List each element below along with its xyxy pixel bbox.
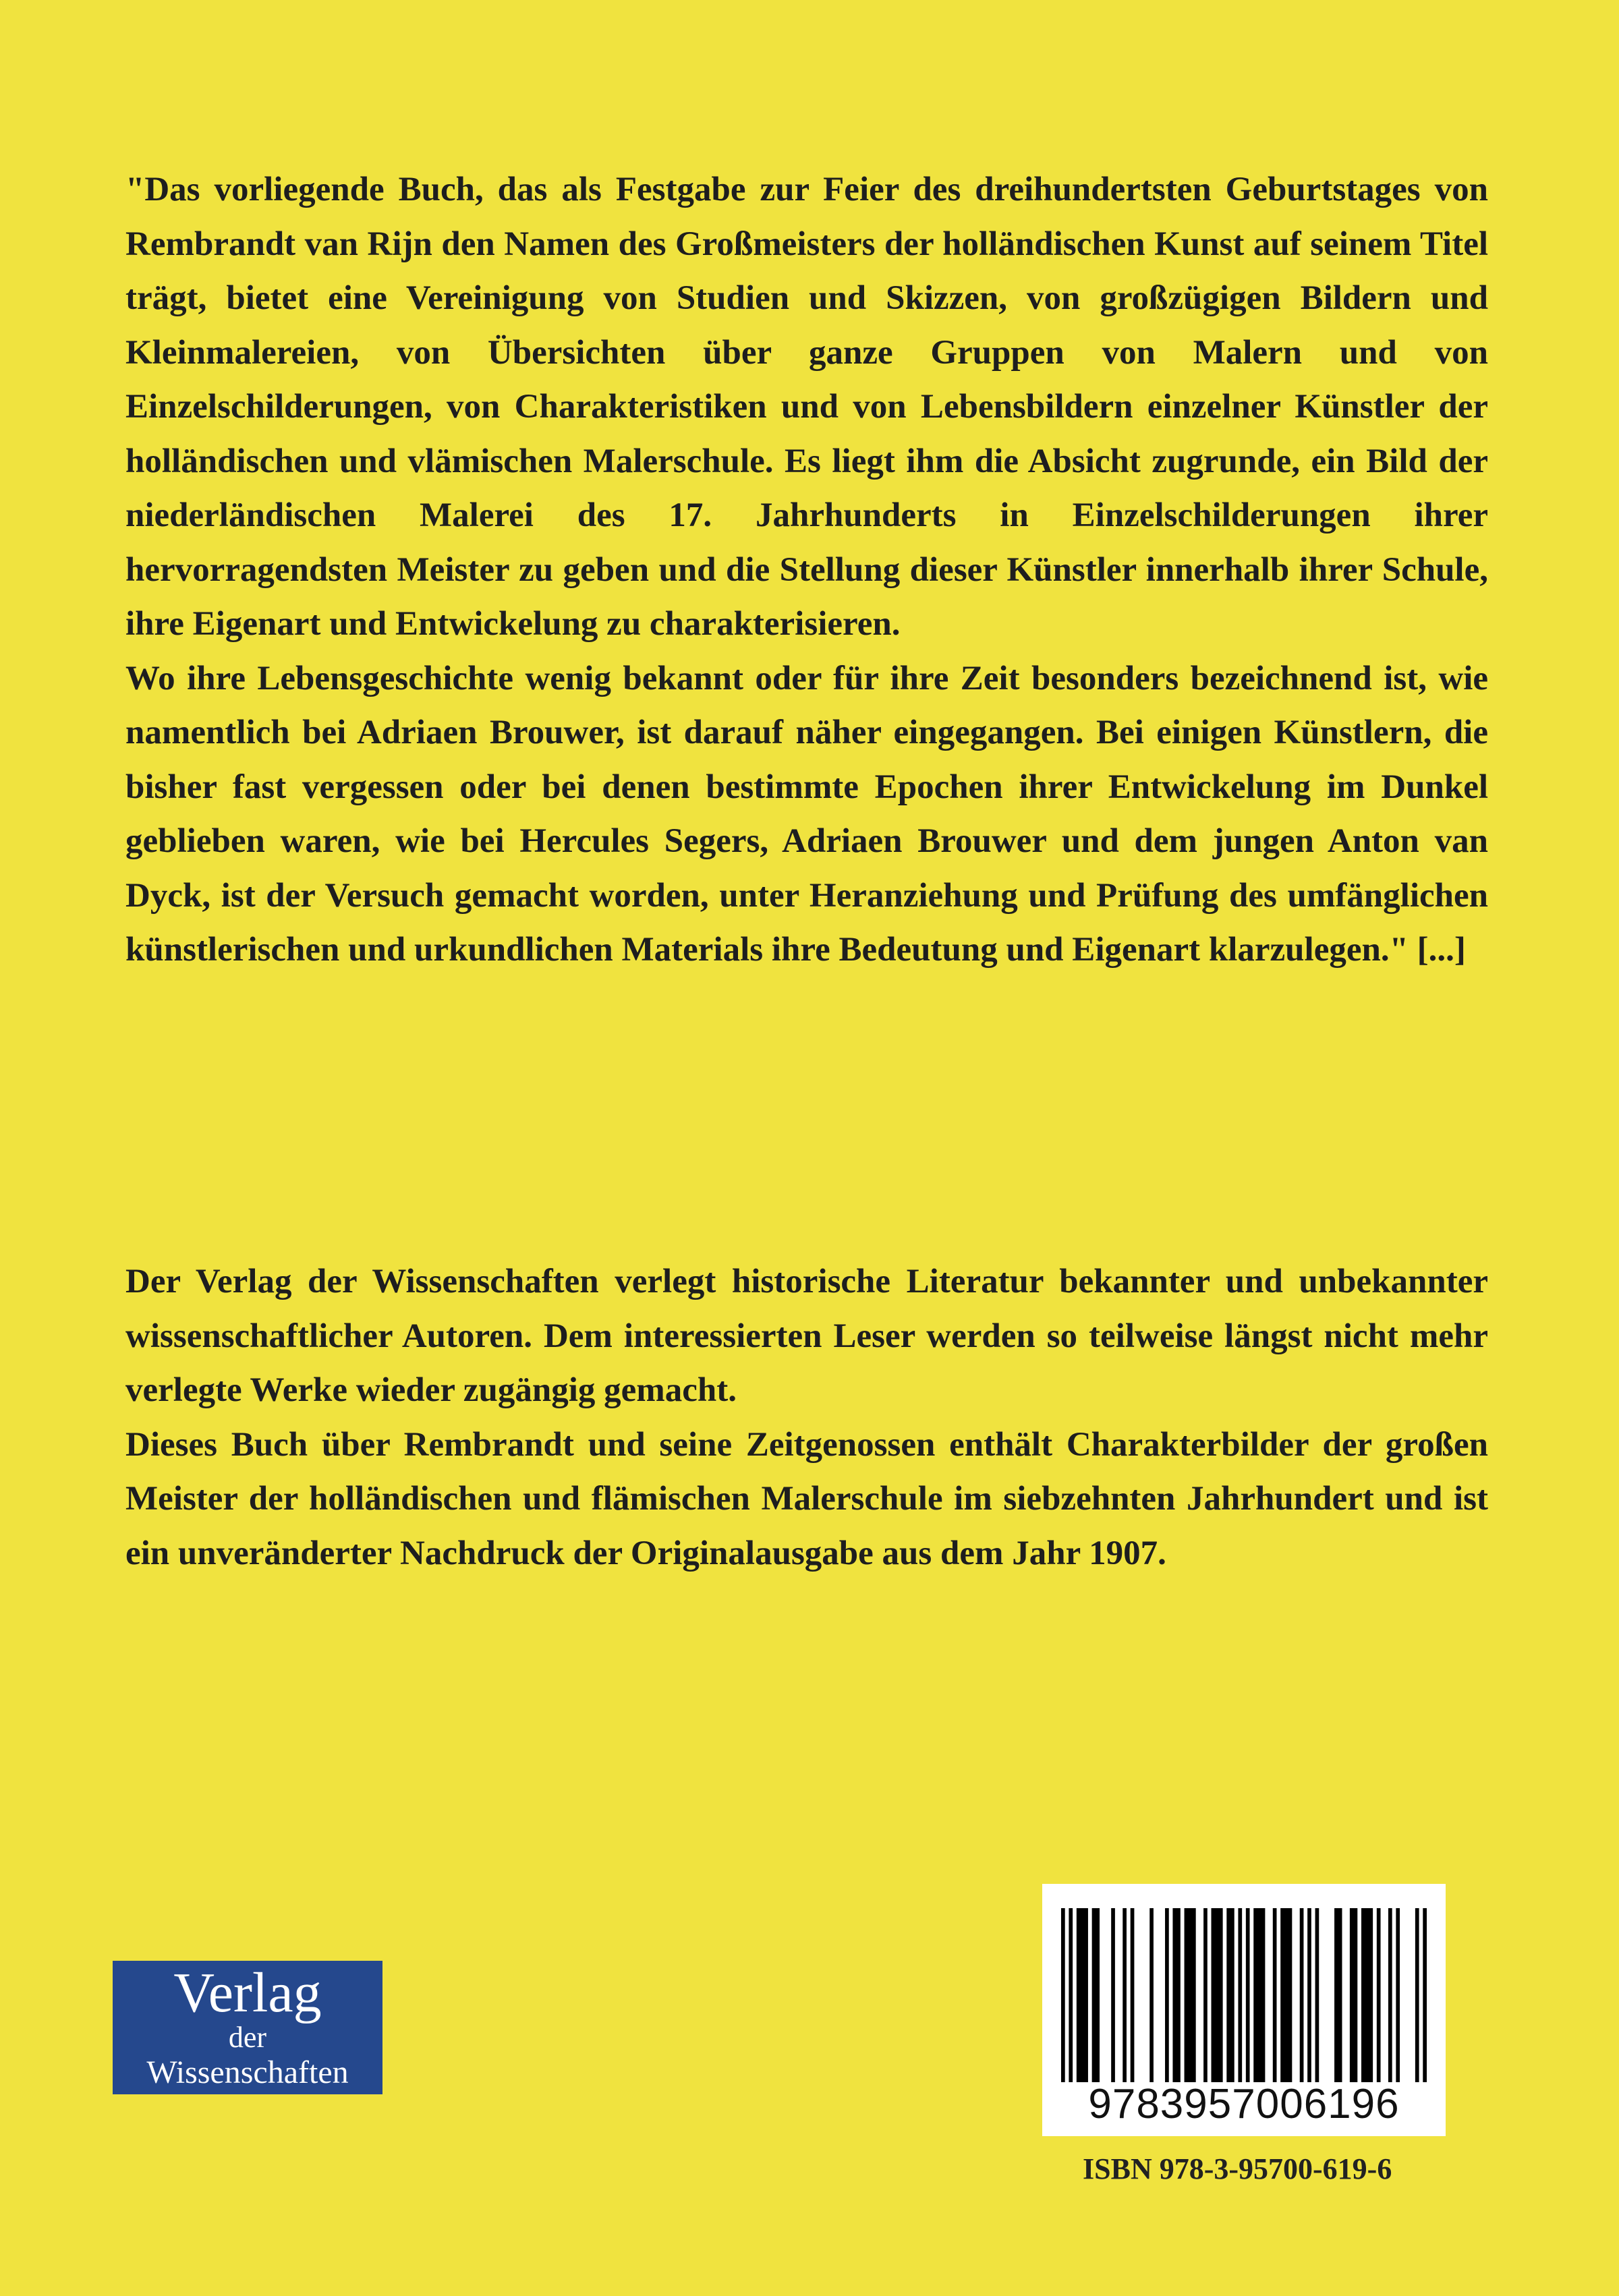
logo-line-wissenschaften: Wissenschaften <box>146 2055 349 2090</box>
barcode-bar <box>1396 1908 1400 2082</box>
barcode-bar <box>1238 1908 1242 2082</box>
barcode-bar <box>1226 1908 1234 2082</box>
barcode-bar <box>1315 1908 1319 2082</box>
barcode-bar <box>1415 1908 1419 2082</box>
barcode-bar <box>1203 1908 1208 2082</box>
barcode-bar <box>1149 1908 1154 2082</box>
barcode-bar <box>1350 1908 1357 2082</box>
barcode-bar <box>1123 1908 1127 2082</box>
barcode-bar <box>1212 1908 1223 2082</box>
barcode-bar <box>1334 1908 1342 2082</box>
quote-paragraph-2: Wo ihre Lebensgeschichte wenig bekannt oder für ihre Zeit besonders bezeichnend ist, wie namentlich bei Adriaen Brouwer, ist darauf näher eingegangen. Bei einigen Künstlern, die bisher fast vergessen oder bei denen bestimmte Epochen ihrer Entwickelung im Dunkel geblieben waren, wie bei Hercules Segers, Adriaen Brouwer und dem jungen Anton van Dyck, ist der Versuch gemacht worden, unter Heranziehung und Prüfung des umfänglichen künstlerischen und urkundlichen Materials ihre Bedeutung und Eigenart klarzulegen." [...] <box>125 659 1488 969</box>
barcode-bar <box>1165 1908 1169 2082</box>
logo-line-verlag: Verlag <box>173 1961 322 2024</box>
barcode-bar <box>1061 1908 1065 2082</box>
barcode-bar <box>1185 1908 1196 2082</box>
barcode-bar <box>1131 1908 1135 2082</box>
book-description-quote <box>125 163 1488 977</box>
barcode-digits: 9783957006196 <box>1088 2081 1400 2127</box>
publisher-paragraph-1: Der Verlag der Wissenschaften verlegt historische Literatur bekannter und unbekannter wissenschaftlicher Autoren. Dem interessierten Leser werden so teilweise längst nicht mehr verlegte Werke wieder zugängig gemacht. <box>125 1263 1488 1409</box>
barcode-bar <box>1307 1908 1311 2082</box>
publisher-description <box>125 1255 1488 1580</box>
barcode-bar <box>1361 1908 1373 2082</box>
barcode-image <box>1061 1908 1427 2082</box>
logo-line-der: der <box>228 2021 267 2054</box>
barcode-bar <box>1069 1908 1073 2082</box>
barcode-bar <box>1423 1908 1427 2082</box>
publisher-paragraph-2: Dieses Buch über Rembrandt und seine Zeitgenossen enthält Charakterbilder der großen Meister der holländischen und flämischen Malerschule im siebzehnten Jahrhundert und ist ein unveränderter Nachdruck der Originalausgabe aus dem Jahr 1907. <box>125 1425 1488 1572</box>
barcode-bar <box>1280 1908 1292 2082</box>
barcode-bar <box>1300 1908 1304 2082</box>
barcode-bar <box>1253 1908 1265 2082</box>
barcode-label <box>1042 1884 1446 2136</box>
barcode-bar <box>1273 1908 1277 2082</box>
barcode-bar <box>1077 1908 1088 2082</box>
publisher-logo <box>113 1961 382 2094</box>
isbn-number: ISBN 978-3-95700-619-6 <box>1083 2152 1392 2185</box>
barcode-bar <box>1111 1908 1115 2082</box>
barcode-bar <box>1377 1908 1381 2082</box>
barcode-bar <box>1388 1908 1392 2082</box>
barcode-bar <box>1246 1908 1250 2082</box>
barcode-bar <box>1092 1908 1100 2082</box>
quote-paragraph-1: "Das vorliegende Buch, das als Festgabe zur Feier des dreihundertsten Geburtstages von Rembrandt van Rijn den Namen des Großmeisters der holländischen Kunst auf seinem Titel trägt, bietet eine Vereinigung von Studien und Skizzen, von großzügigen Bildern und Kleinmalereien, von Übersichten über ganze Gruppen von Malern und von Einzelschilderungen, von Charakteristiken und von Lebensbildern einzelner Künstler der holländischen und vlämischen Malerschule. Es liegt ihm die Absicht zugrunde, ein Bild der niederländischen Malerei des 17. Jahrhunderts in Einzelschilderungen ihrer hervorragendsten Meister zu geben und die Stellung dieser Künstler innerhalb ihrer Schule, ihre Eigenart und Entwickelung zu charakterisieren. <box>125 171 1488 643</box>
barcode-bar <box>1172 1908 1180 2082</box>
